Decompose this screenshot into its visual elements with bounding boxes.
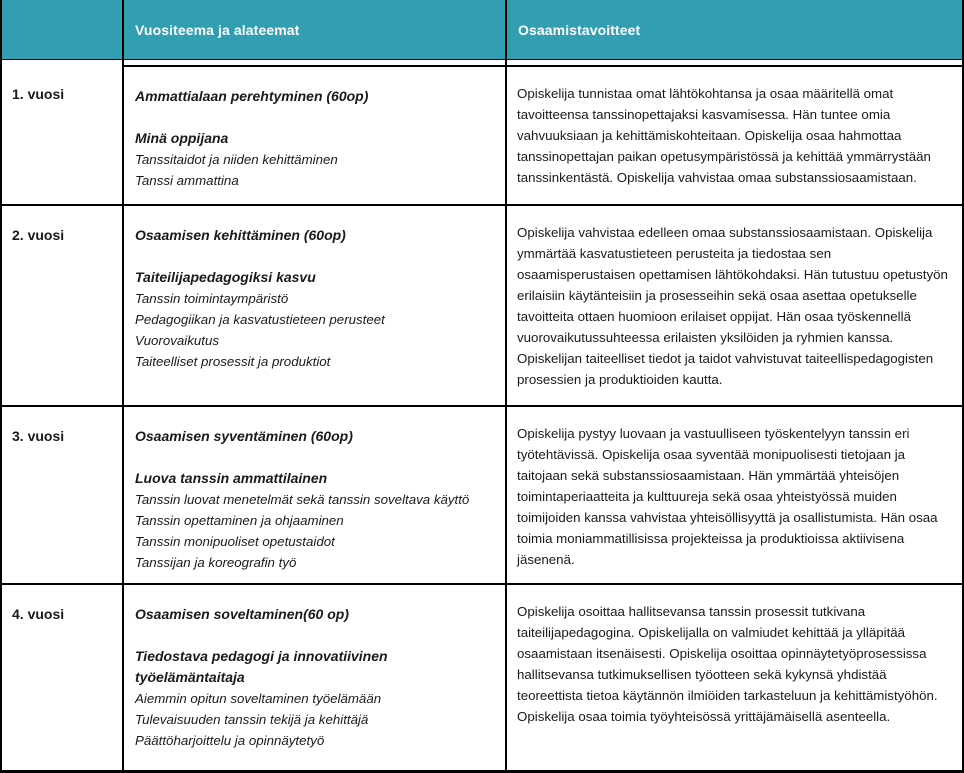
subtheme-item: Tanssin luovat menetelmät sekä tanssin soveltava käyttö (135, 492, 470, 507)
subtheme-title: Minä oppijana (135, 130, 229, 146)
theme-title: Osaamisen soveltaminen(60 op) (135, 606, 349, 622)
header-cell-objectives (507, 0, 964, 60)
subtheme-item: Tanssin opettaminen ja ohjaaminen (135, 513, 344, 528)
table-row-year-1 (0, 65, 964, 204)
objectives-text: Opiskelija tunnistaa omat lähtökohtansa ja osaa määritellä omat tavoitteensa tanssinopettajaksi kasvamisessa. Hän tuntee omia vahvuuksiaan ja kehittämiskohteitaan. Opiskelija osaa hahmottaa tanssinopettajan paikan opetusympäristössä ja kehittää ymmärrystään tanssinkentästä. Opiskelija vahvistaa omaa substanssiosaamistaan. (517, 86, 931, 185)
year-cell (0, 583, 124, 773)
themes-cell (124, 583, 507, 773)
objectives-text: Opiskelija osoittaa hallitsevansa tanssin prosessit tutkivana taiteilijapedagogina. Opiskelijalla on valmiudet kehittää ja ylläpitää osaamistaan itsenäisesti. Opiskelija osoittaa opinnäytetyöprosessissa hallitsevansa tutkimuksellisen työotteen sekä kykynsä yhdistää teoreettista tietoa käytännön ilmiöiden tarkasteluun ja kehittämistyöhön. Opiskelija osaa toimia työyhteisössä yrittäjämäisellä asenteella. (517, 604, 938, 724)
table-row-year-2 (0, 204, 964, 405)
header-themes-label: Vuositeema ja alateemat (135, 21, 300, 38)
subtheme-item: Tulevaisuuden tanssin tekijä ja kehittäjä (135, 712, 369, 727)
header-cell-themes (124, 0, 507, 60)
year-label: 4. vuosi (12, 606, 65, 622)
subtheme-item: Tanssijan ja koreografin työ (135, 555, 297, 570)
subtheme-item: Tanssin monipuoliset opetustaidot (135, 534, 335, 549)
objectives-text: Opiskelija pystyy luovaan ja vastuulliseen työskentelyyn tanssin eri työtehtävissä. Opiskelija osaa syventää monipuolisesti tietojaan ja taitojaan sekä substanssiosaamistaan. Hän ymmärtää yhteisöjen toimintaperiaatteita ja kulttuureja sekä osaa yhteistyössä muiden toimijoiden kanssa vahvistaa yhteisöllisyyttä ja osallistumista. Hän osaa toimia moniammatillisissa projekteissa ja produktioissa aktiivisena jäsenenä. (517, 426, 938, 567)
subtheme-item: Tanssitaidot ja niiden kehittäminen (135, 152, 338, 167)
year-cell (0, 204, 124, 405)
subtheme-item: Taiteelliset prosessit ja produktiot (135, 354, 331, 369)
objectives-cell (507, 583, 964, 773)
table-row-year-3 (0, 405, 964, 583)
year-label: 1. vuosi (12, 86, 65, 102)
themes-cell (124, 65, 507, 204)
objectives-cell (507, 65, 964, 204)
theme-title: Osaamisen syventäminen (60op) (135, 428, 353, 444)
header-cell-empty (0, 0, 124, 60)
header-objectives-label: Osaamistavoitteet (518, 21, 641, 38)
subtheme-title: Luova tanssin ammattilainen (135, 470, 328, 486)
year-cell (0, 405, 124, 583)
year-cell (0, 65, 124, 204)
objectives-cell (507, 204, 964, 405)
theme-title: Ammattialaan perehtyminen (60op) (135, 88, 369, 104)
subtheme-title: Taiteilijapedagogiksi kasvu (135, 269, 316, 285)
subtheme-item: Tanssi ammattina (135, 173, 239, 188)
year-label: 2. vuosi (12, 227, 65, 243)
subtheme-item: Aiemmin opitun soveltaminen työelämään (135, 691, 382, 706)
objectives-text: Opiskelija vahvistaa edelleen omaa substanssiosaamistaan. Opiskelija ymmärtää kasvatustieteen perusteita ja tiedostaa sen osaamisperustaisen opettamisen lähtökohdaksi. Hän tutustuu opetustyön erilaisiin käytänteisiin ja prosesseihin sekä osaa asettaa opetukselle tavoitteita ottaen huomioon erilaiset oppijat. Hän osaa työskennellä vuorovaikutussuhteessa erilaisten yksilöiden ja ryhmien kanssa. Opiskelijan taiteelliset tiedot ja taidot vahvistuvat taiteellispedagogisten prosessien ja produktioiden kautta. (517, 225, 948, 387)
subtheme-item: Vuorovaikutus (135, 333, 220, 348)
subtheme-item: Tanssin toimintaympäristö (135, 291, 289, 306)
objectives-cell (507, 405, 964, 583)
subtheme-item: Päättöharjoittelu ja opinnäytetyö (135, 733, 325, 748)
table-header (0, 0, 964, 60)
theme-title: Osaamisen kehittäminen (60op) (135, 227, 346, 243)
themes-cell (124, 405, 507, 583)
table-row-year-4 (0, 583, 964, 773)
subtheme-title: Tiedostava pedagogi ja innovatiivinen työelämäntaitaja (135, 648, 388, 685)
year-label: 3. vuosi (12, 428, 65, 444)
themes-cell (124, 204, 507, 405)
subtheme-item: Pedagogiikan ja kasvatustieteen perusteet (135, 312, 385, 327)
